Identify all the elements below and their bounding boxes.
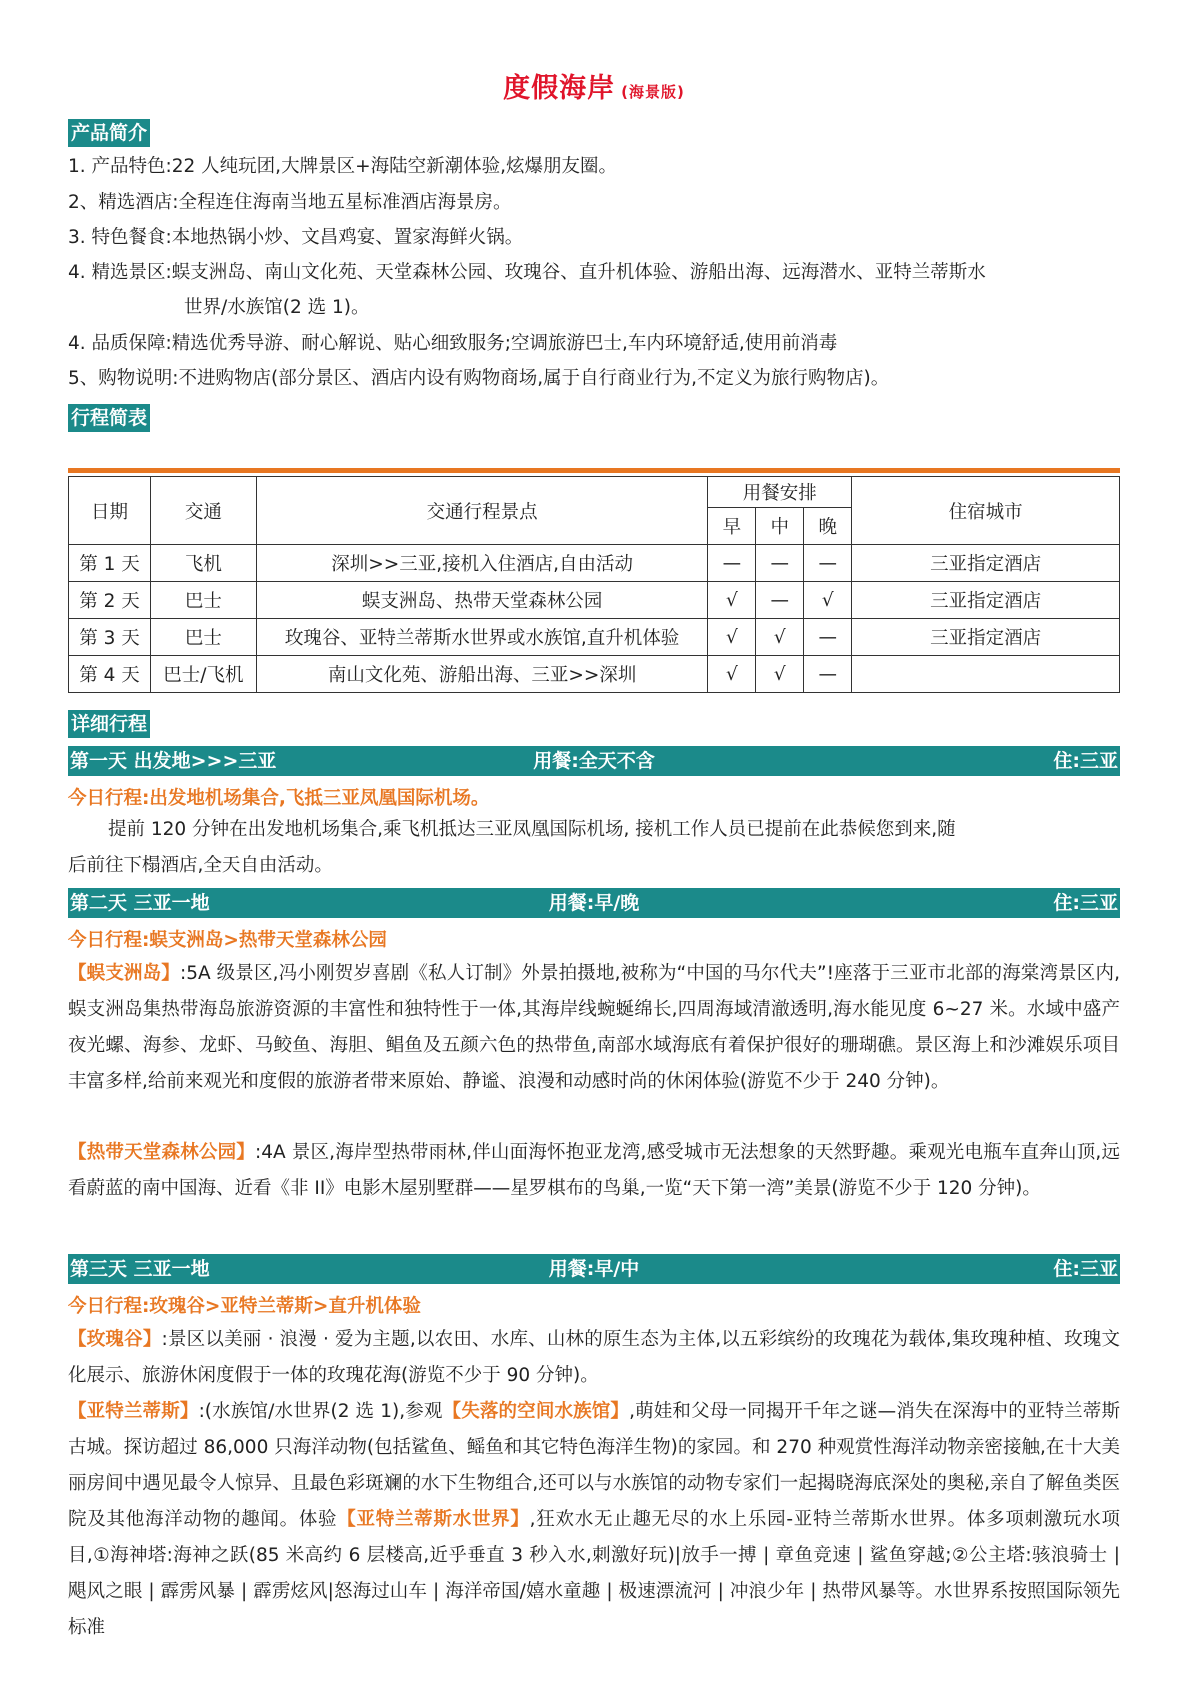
cell-day: 第 4 天 [69,656,151,693]
intro-line-1: 1. 产品特色:22 人纯玩团,大牌景区+海陆空新潮体验,炫爆朋友圈。 [68,156,617,177]
day3-heading-3: 【失落的空间水族馆】 [442,1401,630,1422]
section-detail-tag: 详细行程 [68,710,150,738]
cell-route: 蜈支洲岛、热带天堂森林公园 [256,582,708,619]
cell-dinner: — [804,656,852,693]
intro-line-4: 4. 精选景区:蜈支洲岛、南山文化苑、天堂森林公园、玫瑰谷、直升机体验、游船出海、远海潜水、亚特兰蒂斯水 [68,262,986,283]
day1-today: 今日行程:出发地机场集合,飞抵三亚凤凰国际机场。 [68,788,490,809]
table-row [69,619,1120,656]
cell-breakfast: — [708,545,756,582]
th-traffic: 交通 [150,477,256,545]
title-sub: (海景版) [621,83,685,101]
cell-breakfast: √ [708,619,756,656]
title-main: 度假海岸 [503,73,616,104]
cell-day: 第 2 天 [69,582,151,619]
th-day: 日期 [69,477,151,545]
page-title [68,66,1120,105]
cell-route: 深圳>>三亚,接机入住酒店,自由活动 [256,545,708,582]
day2-paragraph-1 [68,956,1120,1100]
cell-lunch: √ [756,656,804,693]
day2-today: 今日行程:蜈支洲岛>热带天堂森林公园 [68,930,387,951]
cell-traffic: 巴士 [150,582,256,619]
day3-text-1: :景区以美丽 · 浪漫 · 爱为主题,以农田、水库、山林的原生态为主体,以五彩缤纷的玫瑰花为载体,集玫瑰种植、玫瑰文化展示、旅游休闲度假于一体的玫瑰花海(游览不少于 90 分钟)。 [68,1329,1120,1386]
day1-title: 第一天 出发地>>>三亚 [70,750,277,772]
table-row [69,656,1120,693]
day3-text-2c: ,狂欢水无止趣无尽的水上乐园-亚特兰蒂斯水世界。体多项刺激玩水项目,①海神塔:海神之跃(85 米高约 6 层楼高,近乎垂直 3 秒入水,刺激好玩)|放手一搏 | 章鱼竞速 | 鲨鱼穿越;②公主塔:骇浪骑士 | 飓风之眼 | 霹雳风暴 | 霹雳炫风|怒海过山车 | 海洋帝国/嬉水童趣 | 极速漂流河 | 冲浪少年 | 热带风暴等。水世界系按照国际领先标准 [68,1509,1120,1638]
cell-stay: 三亚指定酒店 [852,545,1120,582]
cell-traffic: 飞机 [150,545,256,582]
section-schedule-tag: 行程简表 [68,404,150,432]
cell-lunch: — [756,582,804,619]
th-breakfast: 早 [708,508,756,545]
day2-title: 第二天 三亚一地 [70,892,210,914]
cell-dinner: √ [804,582,852,619]
cell-dinner: — [804,619,852,656]
th-lunch: 中 [756,508,804,545]
day2-heading-1: 【蜈支洲岛】 [68,963,180,984]
intro-line-3: 3. 特色餐食:本地热锅小炒、文昌鸡宴、置家海鲜火锅。 [68,227,524,248]
intro-line-5: 4. 品质保障:精选优秀导游、耐心解说、贴心细致服务;空调旅游巴士,车内环境舒适,使用前消毒 [68,333,838,354]
day1-stay: 住:三亚 [1053,750,1118,772]
cell-stay [852,656,1120,693]
day1-text-2: 后前往下榻酒店,全天自由活动。 [68,855,333,876]
day3-header-bar [68,1254,1120,1284]
cell-breakfast: √ [708,656,756,693]
day3-paragraph-2 [68,1394,1120,1646]
orange-divider [68,468,1120,473]
cell-stay: 三亚指定酒店 [852,619,1120,656]
cell-lunch: √ [756,619,804,656]
day3-meal: 用餐:早/中 [548,1258,640,1280]
day1-text-1: 提前 120 分钟在出发地机场集合,乘飞机抵达三亚凤凰国际机场, 接机工作人员已提前在此恭候您到来,随 [108,819,956,840]
day3-heading-1: 【玫瑰谷】 [68,1329,162,1350]
th-stay: 住宿城市 [852,477,1120,545]
cell-traffic: 巴士 [150,619,256,656]
day3-text-2b: ,萌娃和父母一同揭开千年之谜—消失在深海中的亚特兰蒂斯古城。探访超过 86,000 只海洋动物(包括鲨鱼、鳐鱼和其它特色海洋生物)的家园。和 270 种观赏性海洋动物亲密接触,在十大美丽房间中遇见最令人惊异、且最色彩斑斓的水下生物组合,还可以与水族馆的动物专家们一起揭晓海底深处的奥秘,亲自了解鱼类医院及其他海洋动物的趣闻。体验 [68,1401,1120,1530]
th-dinner: 晚 [804,508,852,545]
cell-day: 第 1 天 [69,545,151,582]
day1-header-bar [68,746,1120,776]
day3-heading-2: 【亚特兰蒂斯】 [68,1401,199,1422]
cell-stay: 三亚指定酒店 [852,582,1120,619]
cell-breakfast: √ [708,582,756,619]
day3-text-2a: :(水族馆/水世界(2 选 1),参观 [198,1401,443,1422]
day2-text-1: :5A 级景区,冯小刚贺岁喜剧《私人订制》外景拍摄地,被称为“中国的马尔代夫”!座落于三亚市北部的海棠湾景区内,蜈支洲岛集热带海岛旅游资源的丰富性和独特性于一体,其海岸线蜿蜒绵长,四周海域清澈透明,海水能见度 6~27 米。水域中盛产夜光螺、海参、龙虾、马鲛鱼、海胆、鲳鱼及五颜六色的热带鱼,南部水域海底有着保护很好的珊瑚礁。景区海上和沙滩娱乐项目丰富多样,给前来观光和度假的旅游者带来原始、静谧、浪漫和动感时尚的休闲体验(游览不少于 240 分钟)。 [68,963,1120,1092]
cell-lunch: — [756,545,804,582]
intro-line-4-cont: 世界/水族馆(2 选 1)。 [184,297,370,318]
cell-traffic: 巴士/飞机 [150,656,256,693]
cell-day: 第 3 天 [69,619,151,656]
schedule-table [68,476,1120,693]
table-row [69,582,1120,619]
cell-route: 南山文化苑、游船出海、三亚>>深圳 [256,656,708,693]
day2-text-2: :4A 景区,海岸型热带雨林,伴山面海怀抱亚龙湾,感受城市无法想象的天然野趣。乘观光电瓶车直奔山顶,远看蔚蓝的南中国海、近看《非 II》电影木屋别墅群——星罗棋布的鸟巢,一览“天下第一湾”美景(游览不少于 120 分钟)。 [68,1142,1120,1199]
intro-line-6: 5、购物说明:不进购物店(部分景区、酒店内设有购物商场,属于自行商业行为,不定义为旅行购物店)。 [68,368,890,389]
table-row [69,545,1120,582]
day1-meal: 用餐:全天不含 [533,750,655,772]
cell-dinner: — [804,545,852,582]
day2-meal: 用餐:早/晚 [548,892,640,914]
day2-stay: 住:三亚 [1053,892,1118,914]
day3-stay: 住:三亚 [1053,1258,1118,1280]
day2-heading-2: 【热带天堂森林公园】 [68,1142,256,1163]
th-meal: 用餐安排 [708,477,852,508]
day3-title: 第三天 三亚一地 [70,1258,210,1280]
day3-heading-4: 【亚特兰蒂斯水世界】 [337,1509,530,1530]
day3-paragraph-1 [68,1322,1120,1394]
section-intro-tag: 产品简介 [68,119,150,147]
day2-paragraph-2 [68,1135,1120,1207]
day2-header-bar [68,888,1120,918]
day1-paragraph [68,812,1120,848]
day1-paragraph-cont [68,848,1120,884]
day3-today: 今日行程:玫瑰谷>亚特兰蒂斯>直升机体验 [68,1296,421,1317]
cell-route: 玫瑰谷、亚特兰蒂斯水世界或水族馆,直升机体验 [256,619,708,656]
intro-line-2: 2、精选酒店:全程连住海南当地五星标准酒店海景房。 [68,192,512,213]
th-route: 交通行程景点 [256,477,708,545]
